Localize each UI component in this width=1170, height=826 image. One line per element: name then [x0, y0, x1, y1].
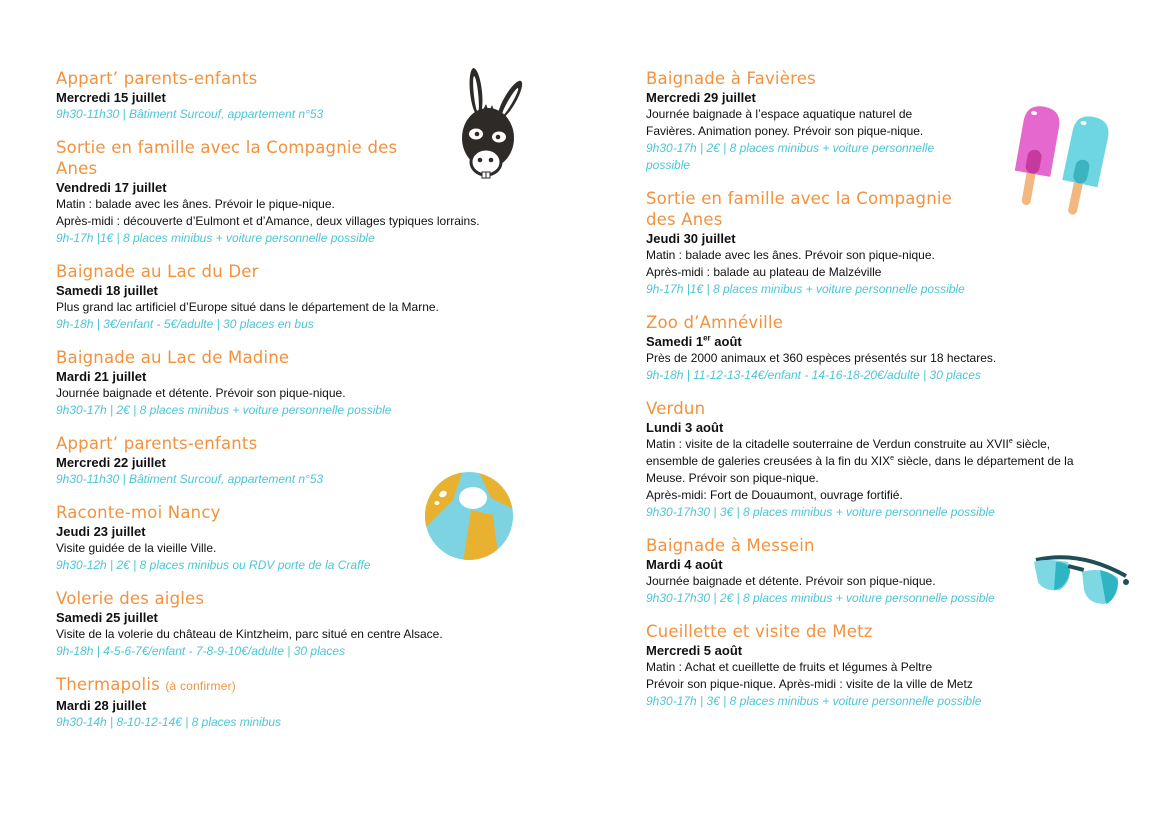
event-desc: Visite de la volerie du château de Kintzheim, parc situé en centre Alsace.: [56, 627, 443, 641]
event-desc: Favières. Animation poney. Prévoir son pique-nique.: [646, 124, 924, 138]
event-desc: Après-midi : découverte d’Eulmont et d’Amance, deux villages typiques lorrains.: [56, 214, 480, 228]
event-date: Mercredi 5 août: [646, 643, 743, 658]
event-info: 9h30-17h30 | 2€ | 8 places minibus + voiture personnelle possible: [646, 591, 995, 605]
event-title-text: Thermapolis: [56, 675, 160, 694]
popsicles-icon: [1012, 104, 1112, 224]
event-title-line1: Sortie en famille avec la Compagnie: [646, 189, 953, 208]
event-date: Mardi 28 juillet: [56, 698, 147, 713]
event-title-line1: Sortie en famille avec la Compagnie des: [56, 138, 398, 157]
desc-sup: e: [890, 455, 895, 462]
event-info: 9h-18h | 11-12-13-14€/enfant - 14-16-18-20€/adulte | 30 places: [646, 368, 981, 382]
desc-sup: e: [1008, 438, 1013, 445]
event-info: 9h-18h | 4-5-6-7€/enfant - 7-8-9-10€/adulte | 30 places: [56, 644, 346, 658]
event-info: 9h30-17h | 2€ | 8 places minibus + voiture personnelle: [646, 141, 935, 155]
event-title: Baignade à Favières: [646, 69, 816, 88]
event-desc: Après-midi : balade au plateau de Malzéville: [646, 265, 882, 279]
event-desc: Meuse. Prévoir son pique-nique.: [646, 471, 819, 485]
event-zoo-amneville: [646, 312, 1116, 384]
event-info: 9h30-17h | 2€ | 8 places minibus + voiture personnelle possible: [56, 403, 392, 417]
desc-part: ensemble de galeries creusées à la fin du XIX: [646, 454, 891, 468]
event-info: 9h-17h |1€ | 8 places minibus + voiture personnelle possible: [56, 231, 375, 245]
event-metz: [646, 621, 1116, 710]
event-date: Mardi 4 août: [646, 557, 723, 572]
event-date: Vendredi 17 juillet: [56, 180, 167, 195]
event-desc: Matin : Achat et cueillette de fruits et légumes à Peltre: [646, 660, 933, 674]
event-date: [646, 333, 1116, 350]
event-info: 9h30-12h | 2€ | 8 places minibus ou RDV porte de la Craffe: [56, 558, 371, 572]
event-info: 9h-18h | 3€/enfant - 5€/adulte | 30 places en bus: [56, 317, 314, 331]
event-desc: Visite guidée de la vieille Ville.: [56, 541, 217, 555]
desc-part: Matin : visite de la citadelle souterraine de Verdun construite au XVII: [646, 437, 1009, 451]
event-title: Volerie des aigles: [56, 589, 205, 608]
event-info: 9h30-11h30 | Bâtiment Surcouf, appartement n°53: [56, 472, 324, 486]
event-info: 9h30-11h30 | Bâtiment Surcouf, appartement n°53: [56, 107, 324, 121]
event-date: Jeudi 30 juillet: [646, 231, 736, 246]
sunglasses-icon: [1030, 552, 1130, 606]
donkey-icon: [452, 66, 532, 184]
event-title: [56, 674, 526, 697]
event-date: Mercredi 22 juillet: [56, 455, 166, 470]
event-date: Mercredi 15 juillet: [56, 90, 166, 105]
event-date: Mercredi 29 juillet: [646, 90, 756, 105]
event-title: Verdun: [646, 399, 706, 418]
event-lac-madine: [56, 347, 526, 419]
event-date: Lundi 3 août: [646, 420, 724, 435]
event-info: 9h30-14h | 8-10-12-14€ | 8 places minibus: [56, 715, 282, 729]
event-desc: Près de 2000 animaux et 360 espèces présentés sur 18 hectares.: [646, 351, 997, 365]
event-date: Samedi 18 juillet: [56, 283, 158, 298]
event-volerie-aigles: [56, 588, 526, 660]
event-title-note: (à confirmer): [165, 679, 236, 693]
event-desc: Journée baignade et détente. Prévoir son pique-nique.: [56, 386, 346, 400]
event-title-line2: des Anes: [646, 210, 723, 229]
event-info: possible: [646, 158, 691, 172]
event-desc: [646, 436, 1116, 453]
event-title: Baignade au Lac du Der: [56, 262, 259, 281]
event-desc: Journée baignade à l’espace aquatique naturel de: [646, 107, 913, 121]
event-info: 9h30-17h30 | 3€ | 8 places minibus + voiture personnelle possible: [646, 505, 995, 519]
event-verdun: [646, 398, 1116, 521]
event-desc: Journée baignade et détente. Prévoir son pique-nique.: [646, 574, 936, 588]
event-thermapolis: [56, 674, 526, 731]
event-info: 9h30-17h | 3€ | 8 places minibus + voiture personnelle possible: [646, 694, 982, 708]
event-desc: Plus grand lac artificiel d’Europe situé dans le département de la Marne.: [56, 300, 439, 314]
date-prefix: Samedi 1: [646, 334, 704, 349]
event-date: Samedi 25 juillet: [56, 610, 158, 625]
event-desc: [646, 453, 1116, 470]
desc-part: siècle, dans le département de la: [894, 454, 1074, 468]
event-title: Baignade à Messein: [646, 536, 815, 555]
event-desc: Matin : balade avec les ânes. Prévoir son pique-nique.: [646, 248, 935, 262]
event-desc: Matin : balade avec les ânes. Prévoir le pique-nique.: [56, 197, 335, 211]
event-info: 9h-17h |1€ | 8 places minibus + voiture personnelle possible: [646, 282, 965, 296]
beach-ball-icon: [423, 470, 515, 562]
event-title: Appart’ parents-enfants: [56, 434, 258, 453]
event-title: Baignade au Lac de Madine: [56, 348, 290, 367]
event-lac-der: [56, 261, 526, 333]
date-suffix: août: [710, 334, 742, 349]
event-title: Zoo d’Amnéville: [646, 313, 784, 332]
event-title-line2: Anes: [56, 159, 98, 178]
event-date: Mardi 21 juillet: [56, 369, 147, 384]
desc-part: siècle,: [1012, 437, 1051, 451]
event-title: Raconte-moi Nancy: [56, 503, 221, 522]
date-sup: er: [703, 333, 711, 343]
event-desc: Prévoir son pique-nique. Après-midi : visite de la ville de Metz: [646, 677, 973, 691]
event-desc: Après-midi: Fort de Douaumont, ouvrage fortifié.: [646, 488, 903, 502]
event-date: Jeudi 23 juillet: [56, 524, 146, 539]
event-title: Cueillette et visite de Metz: [646, 622, 873, 641]
event-title: Appart’ parents-enfants: [56, 69, 258, 88]
